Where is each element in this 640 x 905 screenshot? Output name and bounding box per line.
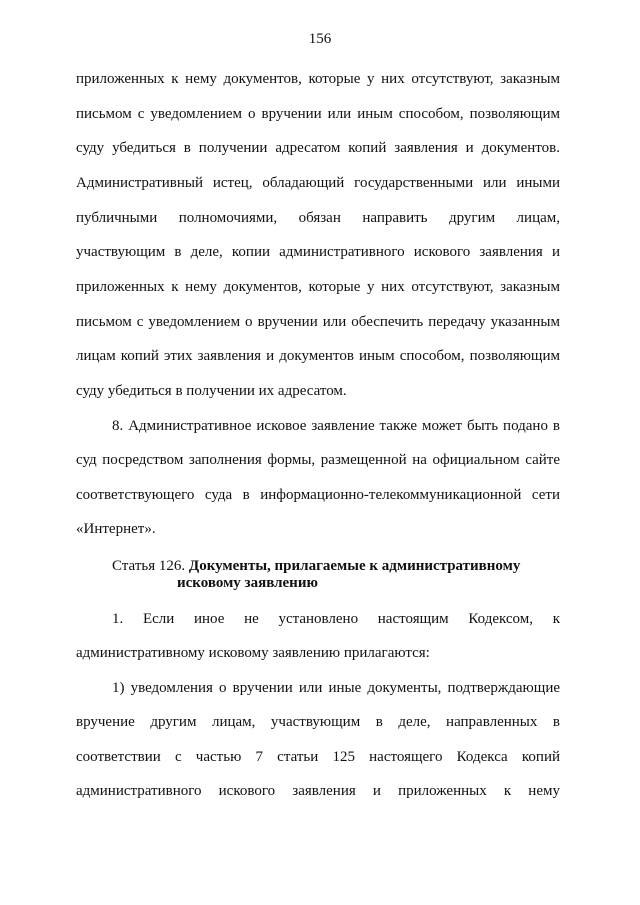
- text-line: 1. Если иное не установлено настоящим Кодексом, к: [112, 611, 560, 627]
- text-line: соответствии с частью 7 статьи 125 настоящего Кодекса копий: [76, 749, 560, 765]
- text-line: административному исковому заявлению прилагаются:: [76, 645, 430, 661]
- article-title-continuation: исковому заявлению: [177, 575, 318, 591]
- text-line: соответствующего суда в информационно-телекоммуникационной сети: [76, 487, 560, 503]
- text-line: суд посредством заполнения формы, размещенной на официальном сайте: [76, 452, 560, 468]
- text-line: лицам копий этих заявления и документов иным способом, позволяющим: [76, 348, 560, 364]
- text-line: административного искового заявления и приложенных к нему: [76, 783, 560, 799]
- text-line: вручение другим лицам, участвующим в деле, направленных в: [76, 714, 560, 730]
- text-line: суду убедиться в получении адресатом копий заявления и документов.: [76, 140, 560, 156]
- text-line: 8. Административное исковое заявление также может быть подано в: [112, 418, 560, 434]
- text-line: письмом с уведомлением о вручении или обеспечить передачу указанным: [76, 314, 560, 330]
- article-heading: [112, 557, 560, 575]
- text-line: 1) уведомления о вручении или иные документы, подтверждающие: [112, 680, 560, 696]
- article-number: Статья 126.: [112, 558, 186, 574]
- text-line: приложенных к нему документов, которые у них отсутствуют, заказным: [76, 71, 560, 87]
- text-line: «Интернет».: [76, 521, 156, 537]
- text-line: письмом с уведомлением о вручении или иным способом, позволяющим: [76, 106, 560, 122]
- text-line: суду убедиться в получении их адресатом.: [76, 383, 347, 399]
- text-line: приложенных к нему документов, которые у них отсутствуют, заказным: [76, 279, 560, 295]
- text-line: Административный истец, обладающий государственными или иными: [76, 175, 560, 191]
- article-title: Документы, прилагаемые к административному: [188, 558, 521, 574]
- page-number: 156: [308, 31, 332, 47]
- text-line: участвующим в деле, копии административного искового заявления и: [76, 244, 560, 260]
- text-line: публичными полномочиями, обязан направить другим лицам,: [76, 210, 560, 226]
